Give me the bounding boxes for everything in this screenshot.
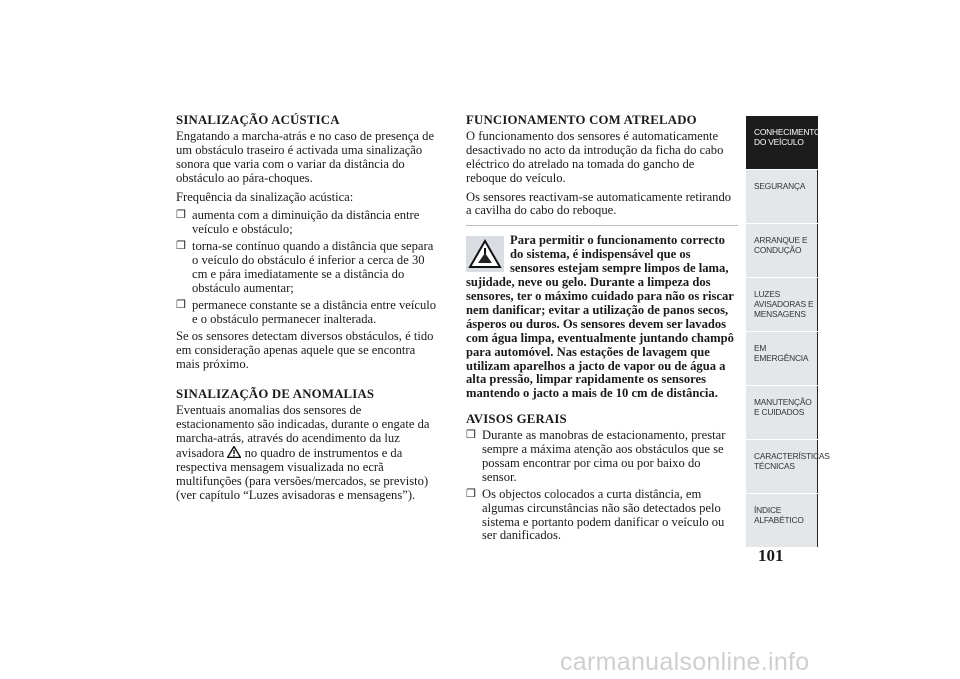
- right-column: [466, 114, 738, 546]
- tab-technical-specs[interactable]: CARACTERÍSTICAS TÉCNICAS: [746, 440, 818, 493]
- list-item: ❒ Os objectos colocados a curta distância, em algumas circunstâncias não são detectados pelo sistema e portanto podem danificar o veículo ou ser danificados.: [466, 486, 725, 543]
- warning-box: [466, 225, 738, 401]
- list-item: ❒ Durante as manobras de estacionamento, prestar sempre a máxima atenção aos obstáculos que se possam encontrar por cima ou por baixo do sensor.: [466, 428, 726, 484]
- paragraph: Os sensores reactivam-se automaticamente retirando a cavilha do cabo do reboque.: [466, 189, 732, 218]
- paragraph: Se os sensores detectam diversos obstáculos, é tido em consideração apenas aquele que se encontra mais próximo.: [176, 328, 434, 371]
- paragraph: Frequência da sinalização acústica:: [176, 189, 354, 204]
- left-column: [176, 114, 438, 508]
- section-heading-anomalies: SINALIZAÇÃO DE ANOMALIAS: [176, 387, 375, 402]
- warning-text: Para permitir o funcionamento correcto do sistema, é indispensável que os sensores estejam sempre limpos de lama, sujidade, neve ou gelo. Durante a limpeza dos sensores, ter o máximo cuidado para não os riscar nem danificar; evitar a utilização de panos secos, ásperos ou duros. Os sensores devem ser lavados com água limpa, eventualmente juntando champô para automóvel. Nas estações de lavagem que utilizam aparelhos a jacto de vapor ou de água a alta pressão, limpar rapidamente os sensores mantendo o jacto a mais de 10 cm de distância.: [466, 233, 734, 401]
- chapter-tabs: [746, 116, 830, 548]
- tab-warning-lights[interactable]: LUZES AVISADORAS E MENSAGENS: [746, 278, 818, 331]
- tab-vehicle-knowledge[interactable]: CONHECIMENTO DO VEÍCULO: [746, 116, 818, 169]
- tab-starting-driving[interactable]: ARRANQUE E CONDUÇÃO: [746, 224, 818, 277]
- tab-maintenance[interactable]: MANUTENÇÃO E CUIDADOS: [746, 386, 818, 439]
- list-item: ❒ torna-se contínuo quando a distância que separa o veículo do obstáculo é inferior a cerca de 30 cm e pára imediatamente se a distância do obstáculo aumentar;: [176, 239, 434, 295]
- paragraph: O funcionamento dos sensores é automaticamente desactivado no acto da introdução da ficha do cabo eléctrico do atrelado na tomada do gancho de reboque do veículo.: [466, 128, 724, 185]
- section-heading-acoustic: SINALIZAÇÃO ACÚSTICA: [176, 113, 340, 127]
- warning-light-icon: [227, 446, 241, 458]
- list-item: ❒ aumenta com a diminuição da distância entre veículo e obstáculo;: [176, 208, 420, 237]
- warning-triangle-icon: [466, 236, 504, 272]
- list-item: ❒ permanece constante se a distância entre veículo e o obstáculo permanecer inalterada.: [176, 297, 437, 326]
- page-number: 101: [758, 546, 784, 565]
- checkbox-bullet-icon: ❒: [176, 240, 186, 253]
- checkbox-bullet-icon: ❒: [466, 487, 476, 500]
- tab-safety[interactable]: SEGURANÇA: [746, 170, 818, 223]
- checkbox-bullet-icon: ❒: [176, 298, 186, 311]
- tab-index[interactable]: ÍNDICE ALFABÉTICO: [746, 494, 818, 547]
- paragraph: Engatando a marcha-atrás e no caso de presença de um obstáculo traseiro é activada uma sinalização sonora que varia com o variar da distância do obstáculo ao pára-choques.: [176, 128, 435, 185]
- section-heading-general-warnings: AVISOS GERAIS: [466, 412, 567, 427]
- watermark: carmanualsonline.info: [560, 648, 810, 676]
- paragraph: Eventuais anomalias dos sensores de estacionamento são indicadas, durante o engate da marcha-atrás, através do acendimento da luz avisadora no quadro de instrumentos e da respectiva mensagem visualizada no ecrã multifunções (para versões/mercados, se previsto) (ver capítulo “Luzes avisadoras e mensagens”).: [176, 403, 430, 502]
- tab-emergency[interactable]: EM EMERGÊNCIA: [746, 332, 818, 385]
- checkbox-bullet-icon: ❒: [176, 209, 186, 222]
- section-heading-trailer: FUNCIONAMENTO COM ATRELADO: [466, 113, 697, 127]
- checkbox-bullet-icon: ❒: [466, 429, 476, 442]
